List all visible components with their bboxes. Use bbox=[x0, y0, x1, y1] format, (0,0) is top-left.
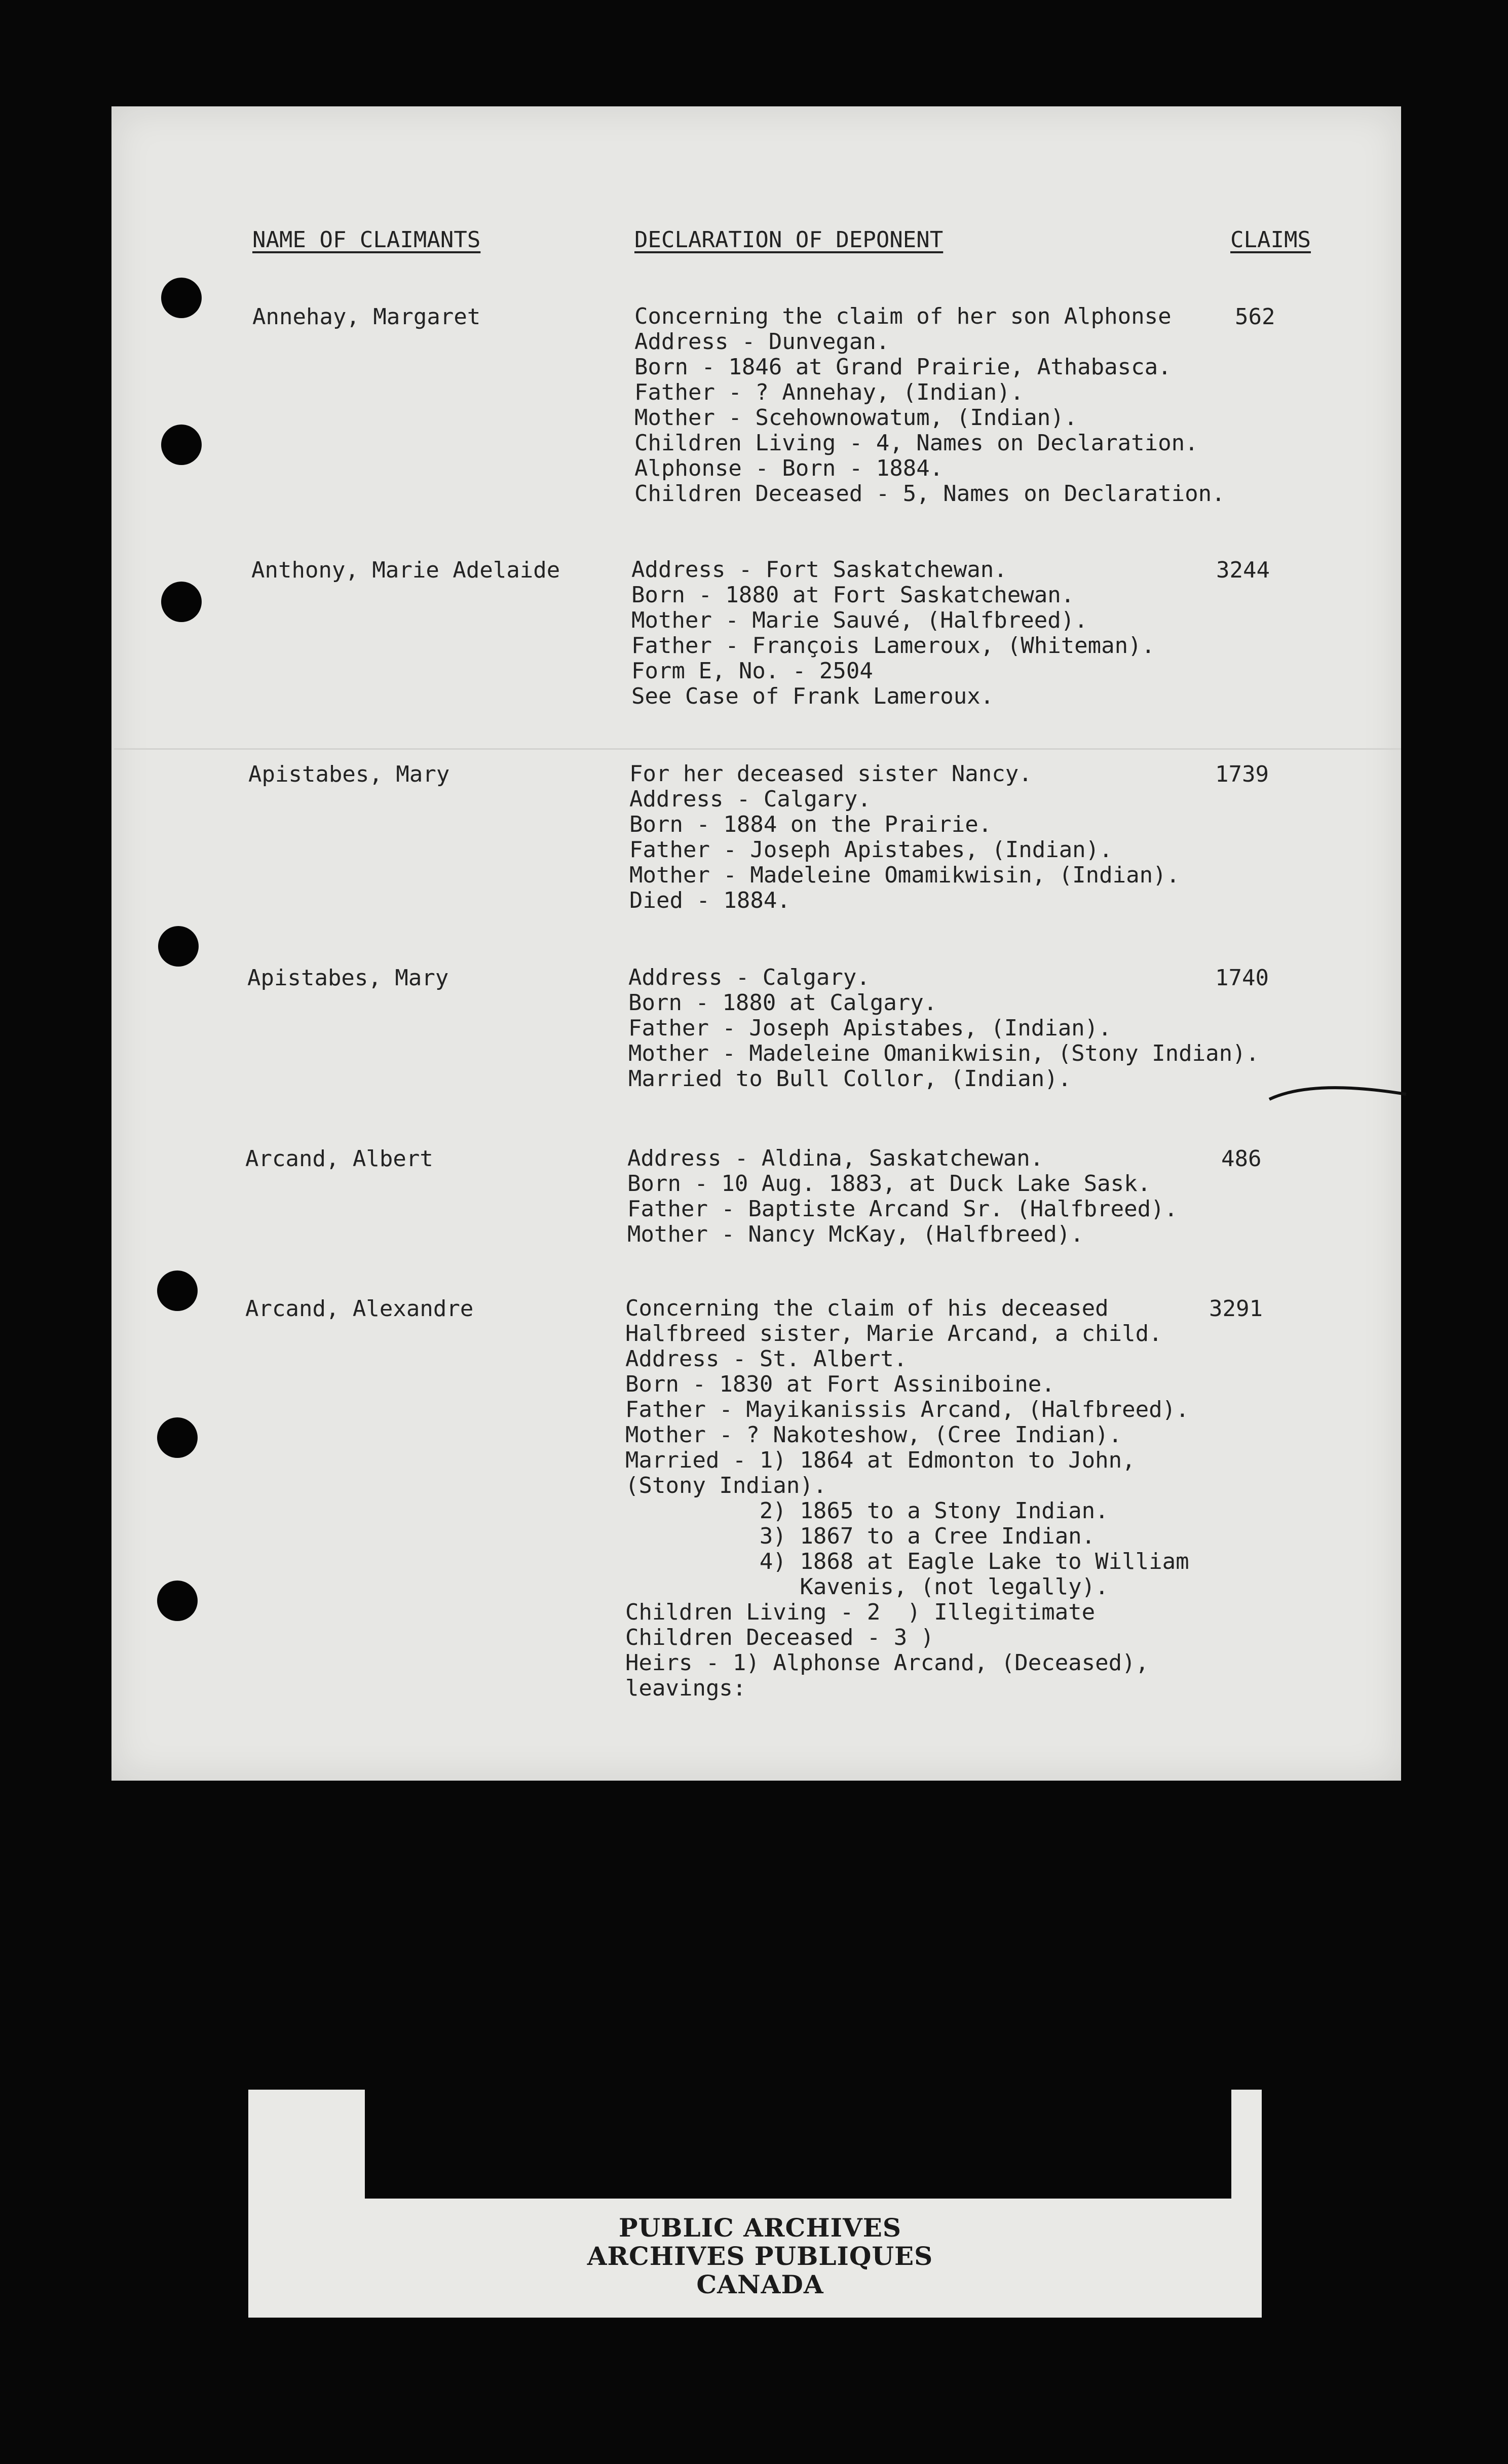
declaration-line: Heirs - 1) Alphonse Arcand, (Deceased), bbox=[625, 1650, 1149, 1676]
declaration-line: Halfbreed sister, Marie Arcand, a child. bbox=[625, 1321, 1162, 1346]
declaration-line: Children Deceased - 3 ) bbox=[625, 1625, 934, 1650]
declaration-line: Form E, No. - 2504 bbox=[631, 658, 873, 684]
declaration-line: Father - François Lameroux, (Whiteman). bbox=[631, 633, 1155, 659]
page-fold-line bbox=[114, 748, 1401, 750]
declaration-text bbox=[627, 1146, 1178, 1247]
declaration-line: Concerning the claim of her son Alphonse bbox=[634, 303, 1172, 329]
declaration-line: Born - 1846 at Grand Prairie, Athabasca. bbox=[634, 354, 1172, 380]
declaration-line: Address - St. Albert. bbox=[625, 1346, 908, 1372]
declaration-line: (Stony Indian). bbox=[625, 1473, 827, 1498]
stamp-line-2: ARCHIVES PUBLIQUES bbox=[587, 2241, 933, 2271]
declaration-line: Kavenis, (not legally). bbox=[625, 1574, 1109, 1600]
claim-number: 1739 bbox=[1215, 761, 1269, 787]
declaration-line: Mother - Nancy McKay, (Halfbreed). bbox=[627, 1221, 1084, 1247]
declaration-line: Mother - Madeleine Omamikwisin, (Indian). bbox=[629, 862, 1180, 888]
claim-number: 486 bbox=[1221, 1146, 1262, 1172]
declaration-line: 4) 1868 at Eagle Lake to William bbox=[625, 1549, 1189, 1574]
declaration-line: Address - Fort Saskatchewan. bbox=[631, 557, 1007, 583]
binder-hole bbox=[161, 582, 202, 622]
declaration-line: Mother - Madeleine Omanikwisin, (Stony Indian). bbox=[628, 1041, 1260, 1066]
margin-pen-mark bbox=[1267, 1079, 1409, 1114]
binder-hole bbox=[158, 926, 199, 967]
declaration-line: Born - 10 Aug. 1883, at Duck Lake Sask. bbox=[627, 1171, 1151, 1197]
claim-number: 3244 bbox=[1216, 557, 1270, 583]
declaration-line: 2) 1865 to a Stony Indian. bbox=[625, 1498, 1109, 1524]
declaration-text bbox=[631, 557, 1155, 709]
declaration-text bbox=[628, 965, 1259, 1092]
declaration-line: Children Living - 2 ) Illegitimate bbox=[625, 1599, 1096, 1625]
claimant-name: Annehay, Margaret bbox=[252, 304, 481, 330]
stamp-line-1: PUBLIC ARCHIVES bbox=[619, 2213, 901, 2243]
declaration-line: Father - Joseph Apistabes, (Indian). bbox=[629, 837, 1113, 863]
declaration-line: Father - Mayikanissis Arcand, (Halfbreed). bbox=[625, 1397, 1189, 1422]
declaration-line: Married to Bull Collor, (Indian). bbox=[628, 1066, 1072, 1092]
header-claims: CLAIMS bbox=[1230, 227, 1311, 253]
declaration-text bbox=[625, 1296, 1189, 1701]
binder-hole bbox=[157, 1581, 198, 1621]
claimant-name: Arcand, Albert bbox=[245, 1146, 433, 1172]
claim-number: 562 bbox=[1235, 304, 1275, 330]
declaration-line: 3) 1867 to a Cree Indian. bbox=[625, 1523, 1096, 1549]
claimant-name: Apistabes, Mary bbox=[248, 761, 450, 787]
declaration-line: Born - 1884 on the Prairie. bbox=[629, 812, 992, 837]
declaration-line: Born - 1880 at Fort Saskatchewan. bbox=[631, 582, 1075, 608]
declaration-line: Alphonse - Born - 1884. bbox=[634, 455, 944, 481]
declaration-line: Born - 1830 at Fort Assiniboine. bbox=[625, 1371, 1055, 1397]
declaration-line: Born - 1880 at Calgary. bbox=[628, 990, 937, 1016]
header-name-of-claimants: NAME OF CLAIMANTS bbox=[252, 227, 481, 253]
stamp-line-3: CANADA bbox=[696, 2269, 824, 2299]
declaration-line: Father - Joseph Apistabes, (Indian). bbox=[628, 1015, 1112, 1041]
claimant-name: Anthony, Marie Adelaide bbox=[251, 557, 560, 583]
declaration-line: For her deceased sister Nancy. bbox=[629, 761, 1032, 787]
declaration-line: Address - Calgary. bbox=[628, 965, 870, 990]
claimant-name: Arcand, Alexandre bbox=[245, 1296, 474, 1322]
declaration-line: Children Living - 4, Names on Declaration. bbox=[634, 430, 1198, 456]
binder-hole bbox=[161, 278, 202, 318]
binder-hole bbox=[161, 425, 202, 465]
label-notch bbox=[365, 2090, 1231, 2199]
header-declaration-of-deponent: DECLARATION OF DEPONENT bbox=[634, 227, 944, 253]
declaration-line: Children Deceased - 5, Names on Declaration. bbox=[634, 481, 1225, 507]
declaration-line: Concerning the claim of his deceased bbox=[625, 1295, 1109, 1321]
declaration-line: Died - 1884. bbox=[629, 888, 790, 913]
declaration-line: Address - Dunvegan. bbox=[634, 329, 890, 355]
archives-stamp bbox=[557, 2214, 963, 2299]
declaration-line: Father - Baptiste Arcand Sr. (Halfbreed). bbox=[627, 1196, 1178, 1222]
declaration-text bbox=[629, 761, 1180, 913]
declaration-line: Address - Calgary. bbox=[629, 786, 871, 812]
claim-number: 3291 bbox=[1209, 1296, 1263, 1322]
binder-hole bbox=[157, 1270, 198, 1311]
declaration-line: Mother - Scehownowatum, (Indian). bbox=[634, 405, 1078, 431]
declaration-line: Address - Aldina, Saskatchewan. bbox=[627, 1145, 1044, 1171]
declaration-line: leavings: bbox=[625, 1675, 746, 1701]
claim-number: 1740 bbox=[1215, 965, 1269, 991]
declaration-line: Married - 1) 1864 at Edmonton to John, bbox=[625, 1447, 1136, 1473]
claimant-name: Apistabes, Mary bbox=[247, 965, 449, 991]
declaration-line: Mother - Marie Sauvé, (Halfbreed). bbox=[631, 607, 1088, 633]
declaration-line: Mother - ? Nakoteshow, (Cree Indian). bbox=[625, 1422, 1122, 1448]
binder-hole bbox=[157, 1417, 198, 1458]
declaration-line: See Case of Frank Lameroux. bbox=[631, 683, 994, 709]
declaration-text bbox=[634, 304, 1225, 507]
declaration-line: Father - ? Annehay, (Indian). bbox=[634, 379, 1024, 405]
